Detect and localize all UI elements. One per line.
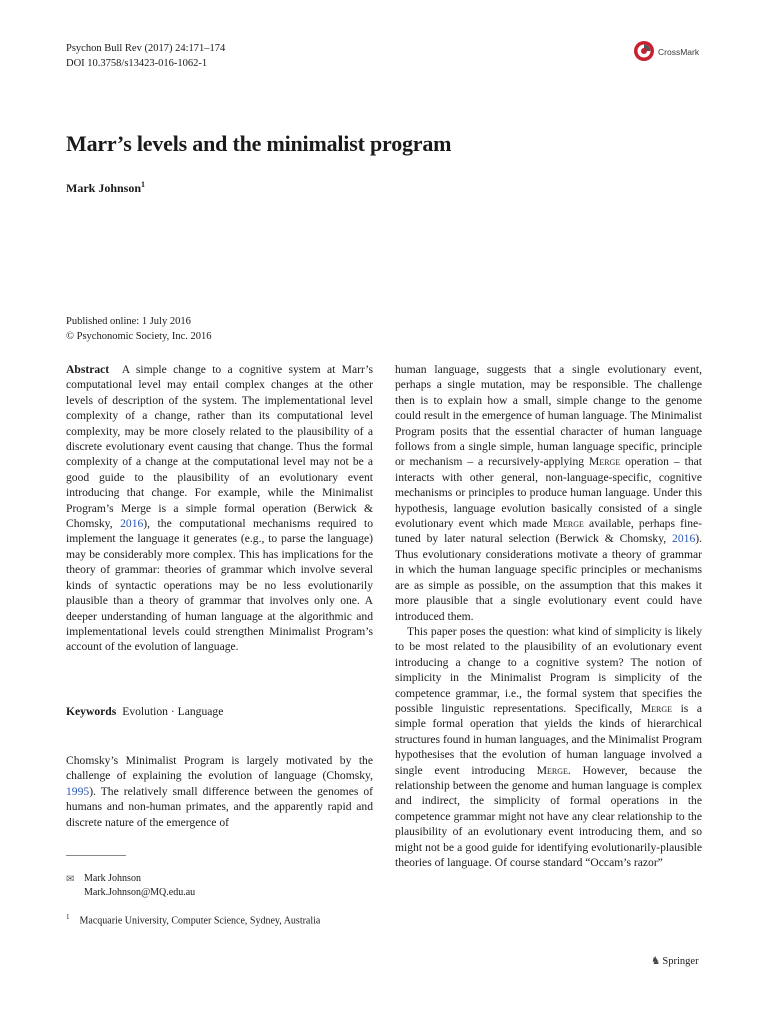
text-run: . However, because the relationship between the genome and human language is complex and indirect, the simplicity of formal operations in the competence grammar might not have any clear relationship to the plausibility of an evolutionary event introducing them, and so might not be a good guide for identifying evolutionarily-plausible theories of language. Of course standard “Occam’s razor”	[395, 763, 702, 869]
keywords-label: Keywords	[66, 705, 117, 718]
affiliation-text: Macquarie University, Computer Science, Sydney, Australia	[79, 915, 321, 927]
correspondence-email[interactable]: Mark.Johnson@MQ.edu.au	[84, 886, 196, 898]
abstract-label: Abstract	[66, 363, 110, 376]
merge-term: Merge	[589, 455, 621, 469]
abstract-text-1: A simple change to a cognitive system at Marr’s computational level may entail complex changes at the other levels of description of the system. The implementational level complexity of a change, rather than its computational level complexity, may be more closely related to the plausibility of a discrete evolutionary event causing that change. Thus the formal complexity of a change at the computational level may not be a good guide to the plausibility of an evolutionary event introducing that change. For example, while the Minimalist Program’s Merge is a simple formal operation (Berwick & Chomsky,	[66, 363, 374, 531]
abstract-text-2: ), the computational mechanisms required to implement the language it generates (e.g., to parse the language) may be considerably more complex. This has implications for the theory of grammar: theories of grammar which involve several kinds of syntactic operations may be no less evolutionarily plausible than a theory of grammar that involves only one. A deeper understanding of human language at the algorithmic and implementational levels could strengthen Minimalist Program’s account of the evolution of language.	[66, 517, 373, 654]
body-paragraph-1	[395, 362, 702, 624]
text-run: human language, suggests that a single evolutionary event, perhaps a single mutation, may be responsible. The challenge then is to explain how a small, simple change to the genome could result in the emergence of human language. The Minimalist Program posits that the essential character of human language follows from a single simple, human language specific, principle or mechanism – a recursively-applying	[395, 363, 702, 469]
introduction	[66, 753, 373, 830]
text-run: available, perhaps fine-tuned by later natural selection (Berwick & Chomsky,	[395, 517, 702, 546]
merge-term: Merge	[640, 701, 673, 715]
affiliation-number: 1	[66, 913, 70, 921]
published-date: Published online: 1 July 2016	[66, 316, 191, 327]
journal-citation: Psychon Bull Rev (2017) 24:171–174	[66, 43, 226, 54]
springer-horse-icon: ♞	[651, 956, 661, 967]
author-affiliation-mark: 1	[141, 180, 146, 189]
body-paragraph-2	[395, 624, 702, 871]
intro-text-1: Chomsky’s Minimalist Program is largely motivated by the challenge of explaining the evolution of language (Chomsky,	[66, 754, 373, 783]
footnote-divider	[66, 855, 126, 856]
abstract-paragraph	[66, 362, 373, 655]
doi-link[interactable]: DOI 10.3758/s13423-016-1062-1	[66, 58, 208, 69]
correspondence-name: Mark Johnson	[84, 873, 141, 884]
correspondence	[66, 872, 195, 899]
affiliation	[66, 913, 320, 926]
text-run: is a simple formal operation that yields the kinds of hierarchical structures found in human languages, and the Minimalist Program hypothesises that the evolution of human language involved a single event introducing	[395, 701, 702, 777]
publication-info	[66, 314, 212, 344]
abstract	[66, 362, 373, 655]
merge-term: Merge	[536, 763, 568, 777]
text-run: This paper poses the question: what kind of simplicity is likely to be most related to the plausibility of an evolutionary event introducing a change to a cognitive system? The notion of simplicity in the Minimalist Program is simplicity of the competence grammar, i.e., the formal system that specifies the possible linguistic representations. Specifically,	[395, 624, 702, 715]
keywords-text: Evolution · Language	[122, 705, 224, 718]
citation-link-berwick-2016[interactable]: 2016	[672, 532, 696, 546]
publisher-name: Springer	[662, 956, 699, 967]
crossmark-icon	[633, 40, 655, 62]
keywords	[66, 705, 223, 718]
copyright: © Psychonomic Society, Inc. 2016	[66, 331, 212, 342]
author-name: Mark Johnson	[66, 181, 142, 195]
right-column	[395, 362, 702, 870]
crossmark-label: CrossMark	[658, 47, 700, 57]
text-run: ). Thus evolutionary considerations motivate a theory of grammar in which the human language specific principles or mechanisms are as simple as possible, on the assumption that this makes it more plausible that a single evolutionary event could have introduced them.	[395, 532, 702, 623]
journal-header	[66, 41, 225, 71]
intro-text-2: ). The relatively small difference between the genomes of humans and non-human primates, and the apparently rapid and discrete nature of the emergence of	[66, 784, 373, 829]
article-title: Marr’s levels and the minimalist program	[66, 131, 452, 156]
text-run: operation – that interacts with other general, non-language-specific, cognitive mechanisms or principles to produce human language. Under this hypothesis, language evolution basically consisted of a single evolutionary event which made	[395, 455, 702, 531]
crossmark-badge[interactable]	[633, 40, 713, 66]
citation-link-chomsky-1995[interactable]: 1995	[66, 784, 90, 798]
envelope-icon: ✉	[66, 874, 75, 885]
author-line	[66, 180, 145, 196]
springer-logo	[651, 955, 699, 967]
citation-link-berwick-2016[interactable]: 2016	[120, 517, 144, 531]
intro-paragraph	[66, 753, 373, 830]
merge-term: Merge	[552, 517, 584, 531]
